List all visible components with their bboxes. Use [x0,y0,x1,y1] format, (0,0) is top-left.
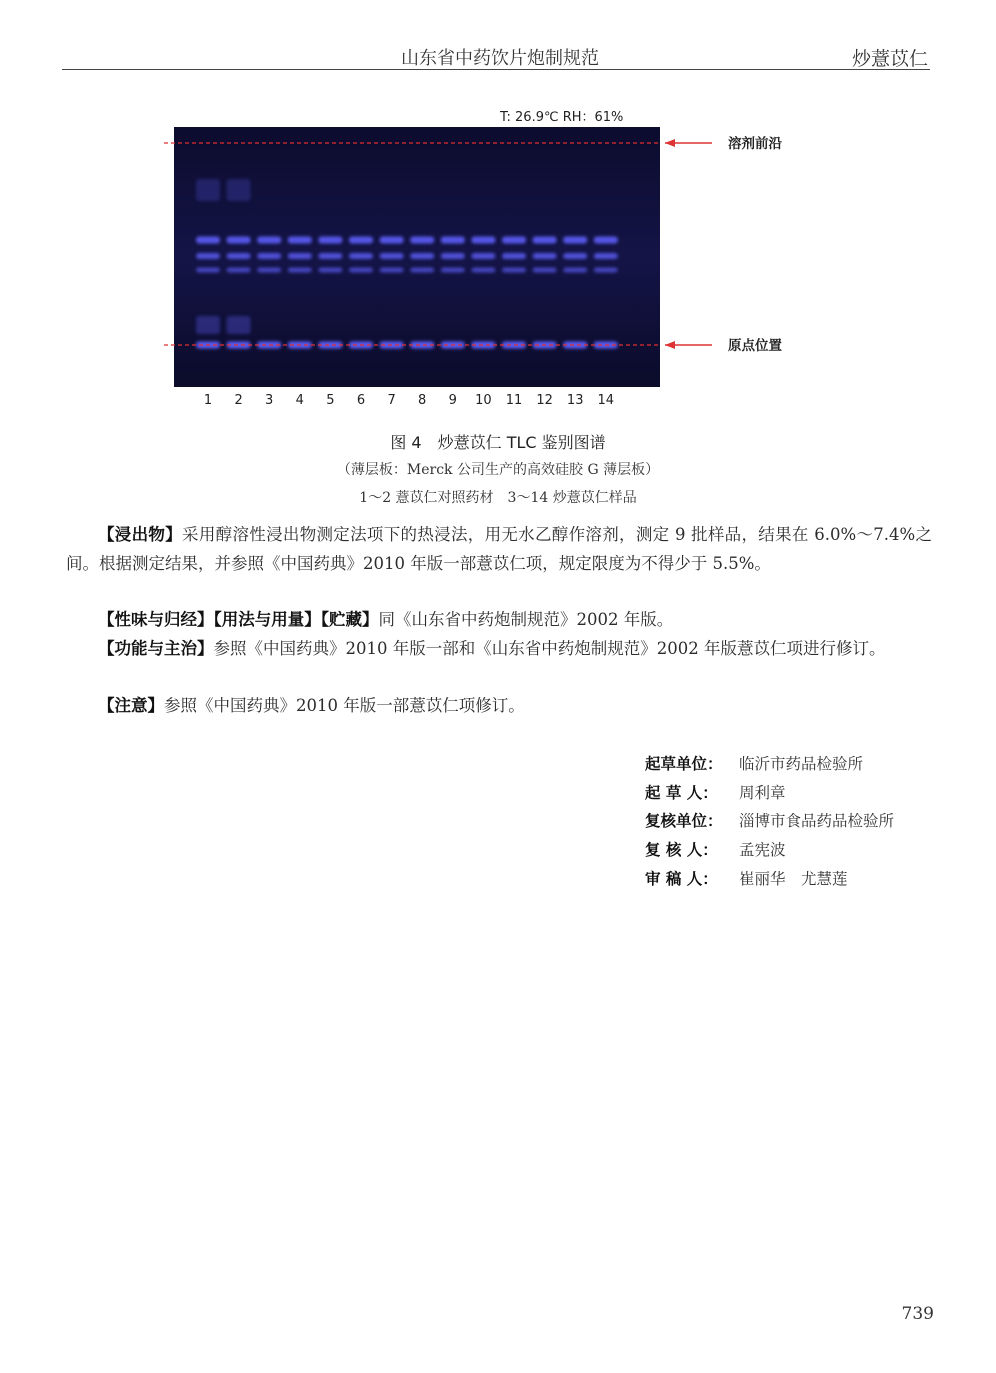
tlc-band [471,237,495,244]
tlc-band [318,237,342,244]
tlc-band [318,268,342,273]
tlc-band [471,268,495,273]
credit-label: 起草单位： [645,755,723,773]
figure-caption: 图 4 炒薏苡仁 TLC 鉴别图谱 [390,433,606,452]
tlc-band [594,237,618,244]
tlc-band [533,237,557,244]
tlc-band [502,237,526,244]
lane-number: 3 [265,393,274,408]
credit-label: 起 草 人： [645,783,718,802]
note-heading: 【注意】 [98,696,164,715]
credit-value: 临沂市药品检验所 [739,755,864,773]
lane-number: 2 [234,393,243,408]
tlc-plate-image [160,100,810,420]
lane-number: 14 [597,393,615,408]
credits-block [645,750,945,894]
credit-row [645,865,945,894]
front-arrowhead [665,139,675,147]
lane-number: 1 [203,393,213,408]
tlc-band [563,268,587,273]
tlc-band [380,253,404,259]
lane-number: 8 [418,393,427,408]
tlc-band [349,237,373,244]
credit-value: 淄博市食品药品检验所 [739,812,895,831]
figure-plate-note: （薄层板：Merck 公司生产的高效硅胶 G 薄层板） [336,462,660,478]
lane-number-axis [204,393,614,408]
tlc-band [533,268,557,273]
credit-value: 崔丽华 尤慧莲 [739,869,848,888]
lane-number: 13 [566,393,584,408]
tlc-band [349,253,373,259]
lane-number: 6 [356,393,366,408]
tlc-band [380,237,404,244]
tlc-band [196,179,220,201]
extract-text: 采用醇溶性浸出物测定法项下的热浸法，用无水乙醇作溶剂，测定 9 批样品，结果在 6.0%～7.4%之间。根据测定结果，并参照《中国药典》2010 年版一部薏苡仁项，规定限度为不得少于 5.5%。 [66,525,933,573]
function-text: 参照《中国药典》2010 年版一部和《山东省中药炮制规范》2002 年版薏苡仁项进行修订。 [213,639,886,658]
tlc-band [441,237,465,244]
tlc-band [594,253,618,259]
tlc-band [410,253,434,259]
tlc-band [380,268,404,273]
header-divider [62,69,930,70]
page-number: 739 [901,1304,934,1324]
credit-row [645,750,945,779]
tlc-band [502,268,526,273]
tlc-band [533,253,557,259]
credit-value: 孟宪波 [739,841,786,860]
lane-number: 5 [326,393,335,408]
lane-number: 10 [475,393,492,408]
lane-number: 9 [448,393,457,408]
properties-paragraph [66,606,932,635]
tlc-band [196,316,220,334]
tlc-band [502,253,526,259]
tlc-band [196,268,220,273]
environment-condition: T: 26.9℃ RH：61% [500,110,624,125]
credit-value: 周利章 [739,783,786,802]
tlc-band [318,253,342,259]
figure-lane-note: 1～2 薏苡仁对照药材 3～14 炒薏苡仁样品 [359,490,637,506]
tlc-band [257,253,281,259]
tlc-band [441,253,465,259]
tlc-band [227,316,251,334]
lane-number: 12 [536,393,553,408]
tlc-band [441,268,465,273]
solvent-front-label: 溶剂前沿 [728,136,782,152]
extract-paragraph [66,521,932,578]
credit-label: 复核单位： [645,812,723,831]
origin-label: 原点位置 [728,338,782,354]
tlc-band [257,268,281,273]
lane-number: 7 [387,393,396,408]
properties-heading: 【性味与归经】【用法与用量】【贮藏】 [98,610,379,629]
credit-row [645,779,945,808]
lane-number: 11 [505,393,523,408]
tlc-band [227,179,251,201]
credit-label: 审 稿 人： [645,869,718,888]
credit-row [645,836,945,865]
tlc-band [563,253,587,259]
tlc-band [410,268,434,273]
tlc-band [196,237,220,244]
tlc-band [288,253,312,259]
tlc-band [563,237,587,244]
function-paragraph [66,635,932,664]
properties-text: 同《山东省中药炮制规范》2002 年版。 [378,610,674,629]
tlc-band [594,268,618,273]
credit-row [645,807,945,836]
tlc-band [288,268,312,273]
tlc-figure [160,100,810,420]
note-text: 参照《中国药典》2010 年版一部薏苡仁项修订。 [164,696,525,715]
running-header-title: 山东省中药饮片炮制规范 [401,48,599,69]
tlc-band [227,237,251,244]
tlc-band [349,268,373,273]
origin-arrowhead [665,341,675,349]
note-paragraph [66,692,932,721]
tlc-band [257,237,281,244]
tlc-band [196,253,220,259]
tlc-band [227,253,251,259]
credit-label: 复 核 人： [645,841,718,860]
extract-heading: 【浸出物】 [98,525,183,544]
tlc-band [410,237,434,244]
tlc-band [471,253,495,259]
lane-number: 4 [295,393,304,408]
running-header-section: 炒薏苡仁 [851,48,928,70]
tlc-band [288,237,312,244]
tlc-band [227,268,251,273]
function-heading: 【功能与主治】 [98,639,214,658]
